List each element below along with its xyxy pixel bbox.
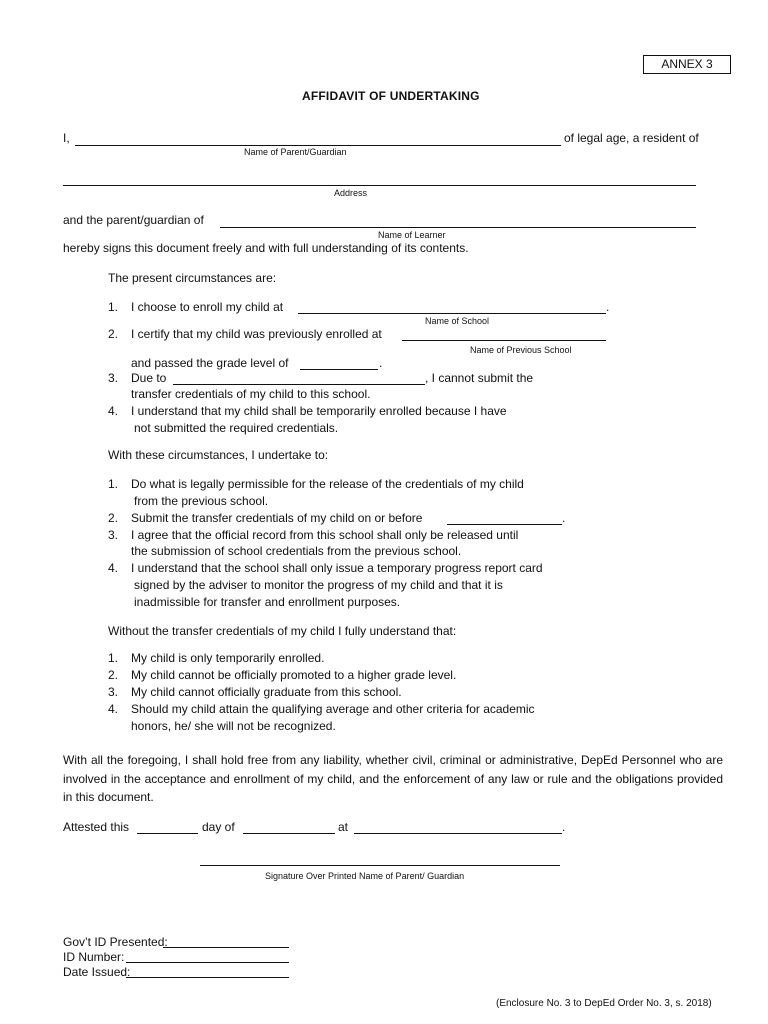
circ-item2-text: I certify that my child was previously enrolled at [131, 327, 382, 341]
circ-item1-end: . [606, 300, 610, 314]
parent-of-text: and the parent/guardian of [63, 213, 204, 227]
circ-item3-num: 3. [108, 371, 119, 385]
date-issued-label: Date Issued: [63, 965, 131, 979]
without-item4-num: 4. [108, 702, 119, 716]
signature-caption: Signature Over Printed Name of Parent/ Guardian [265, 871, 465, 881]
undertake-item4-cont1: signed by the adviser to monitor the progress of my child and that it is [134, 578, 503, 592]
grade-level-field[interactable] [300, 369, 378, 370]
undertake-heading: With these circumstances, I undertake to: [108, 448, 329, 462]
attested-end: . [562, 820, 566, 834]
school-field[interactable] [298, 313, 606, 314]
learner-name-field[interactable] [220, 227, 696, 228]
without-item1-num: 1. [108, 651, 119, 665]
undertake-item4-num: 4. [108, 561, 119, 575]
parent-name-caption: Name of Parent/Guardian [244, 147, 347, 157]
without-item1-text: My child is only temporarily enrolled. [131, 651, 325, 665]
undertake-item1-num: 1. [108, 477, 119, 491]
circ-item1-num: 1. [108, 300, 119, 314]
undertake-item3-num: 3. [108, 528, 119, 542]
undertake-item4-cont2: inadmissible for transfer and enrollment purposes. [134, 595, 401, 609]
undertake-item4-text: I understand that the school shall only issue a temporary progress report card [131, 561, 543, 575]
learner-caption: Name of Learner [378, 230, 446, 240]
school-caption: Name of School [425, 316, 490, 326]
submission-date-field[interactable] [447, 524, 562, 525]
reason-field[interactable] [173, 384, 425, 385]
circ-item4-num: 4. [108, 404, 119, 418]
circ-item2-num: 2. [108, 327, 119, 341]
date-issued-field[interactable] [126, 977, 289, 978]
undertake-item3-cont: the submission of school credentials from the previous school. [131, 544, 462, 558]
previous-school-caption: Name of Previous School [470, 345, 572, 355]
id-number-label: ID Number: [63, 950, 125, 964]
circ-item3-cont: transfer credentials of my child to this school. [131, 387, 371, 401]
enclosure-footer: (Enclosure No. 3 to DepEd Order No. 3, s. 2018) [496, 998, 712, 1009]
hereby-text: hereby signs this document freely and with full understanding of its contents. [63, 241, 469, 255]
attested-prefix: Attested this [63, 820, 130, 834]
undertake-item1-cont: from the previous school. [134, 494, 269, 508]
gov-id-field[interactable] [163, 947, 289, 948]
attested-month-field[interactable] [243, 833, 335, 834]
undertake-item2-num: 2. [108, 511, 119, 525]
undertake-item2-end: . [562, 511, 566, 525]
attested-at-text: at [338, 820, 349, 834]
without-item4-text: Should my child attain the qualifying average and other criteria for academic [131, 702, 535, 716]
without-item2-num: 2. [108, 668, 119, 682]
attested-day-text: day of [202, 820, 235, 834]
gov-id-label: Gov’t ID Presented: [63, 935, 168, 949]
previous-school-field[interactable] [402, 340, 606, 341]
without-item2-text: My child cannot be officially promoted to a higher grade level. [131, 668, 457, 682]
parent-name-field[interactable] [75, 145, 561, 146]
foregoing-paragraph: With all the foregoing, I shall hold free from any liability, whether civil, criminal or administrative, DepEd Personnel who are involved in the acceptance and enrollment of my child, and the enforcement of any law or rule and the obligations provided in this document. [63, 753, 723, 804]
circ-item3-text: Due to [131, 371, 167, 385]
circ-item4-text: I understand that my child shall be temporarily enrolled because I have [131, 404, 507, 418]
signature-field[interactable] [200, 865, 560, 866]
address-caption: Address [334, 188, 368, 198]
undertake-item2-text: Submit the transfer credentials of my child on or before [131, 511, 423, 525]
id-number-field[interactable] [126, 962, 289, 963]
without-item3-text: My child cannot officially graduate from this school. [131, 685, 402, 699]
attested-day-field[interactable] [137, 833, 198, 834]
address-field[interactable] [63, 185, 696, 186]
undertake-item1-text: Do what is legally permissible for the release of the credentials of my child [131, 477, 524, 491]
without-item4-cont: honors, he/ she will not be recognized. [131, 719, 336, 733]
circumstances-heading: The present circumstances are: [108, 271, 277, 285]
annex-label: ANNEX 3 [643, 55, 731, 74]
i-prefix: I, [63, 131, 70, 145]
without-item3-num: 3. [108, 685, 119, 699]
without-heading: Without the transfer credentials of my child I fully understand that: [108, 624, 457, 638]
undertake-item3-text: I agree that the official record from this school shall only be released until [131, 528, 519, 542]
circ-item1-text: I choose to enroll my child at [131, 300, 284, 314]
attested-place-field[interactable] [354, 833, 562, 834]
circ-item2-cont: and passed the grade level of [131, 356, 289, 370]
document-title: AFFIDAVIT OF UNDERTAKING [302, 89, 480, 103]
circ-item3-mid: , I cannot submit the [425, 371, 534, 385]
circ-item4-cont: not submitted the required credentials. [134, 421, 339, 435]
legal-age-text: of legal age, a resident of [564, 131, 699, 145]
circ-item2-end: . [379, 356, 383, 370]
